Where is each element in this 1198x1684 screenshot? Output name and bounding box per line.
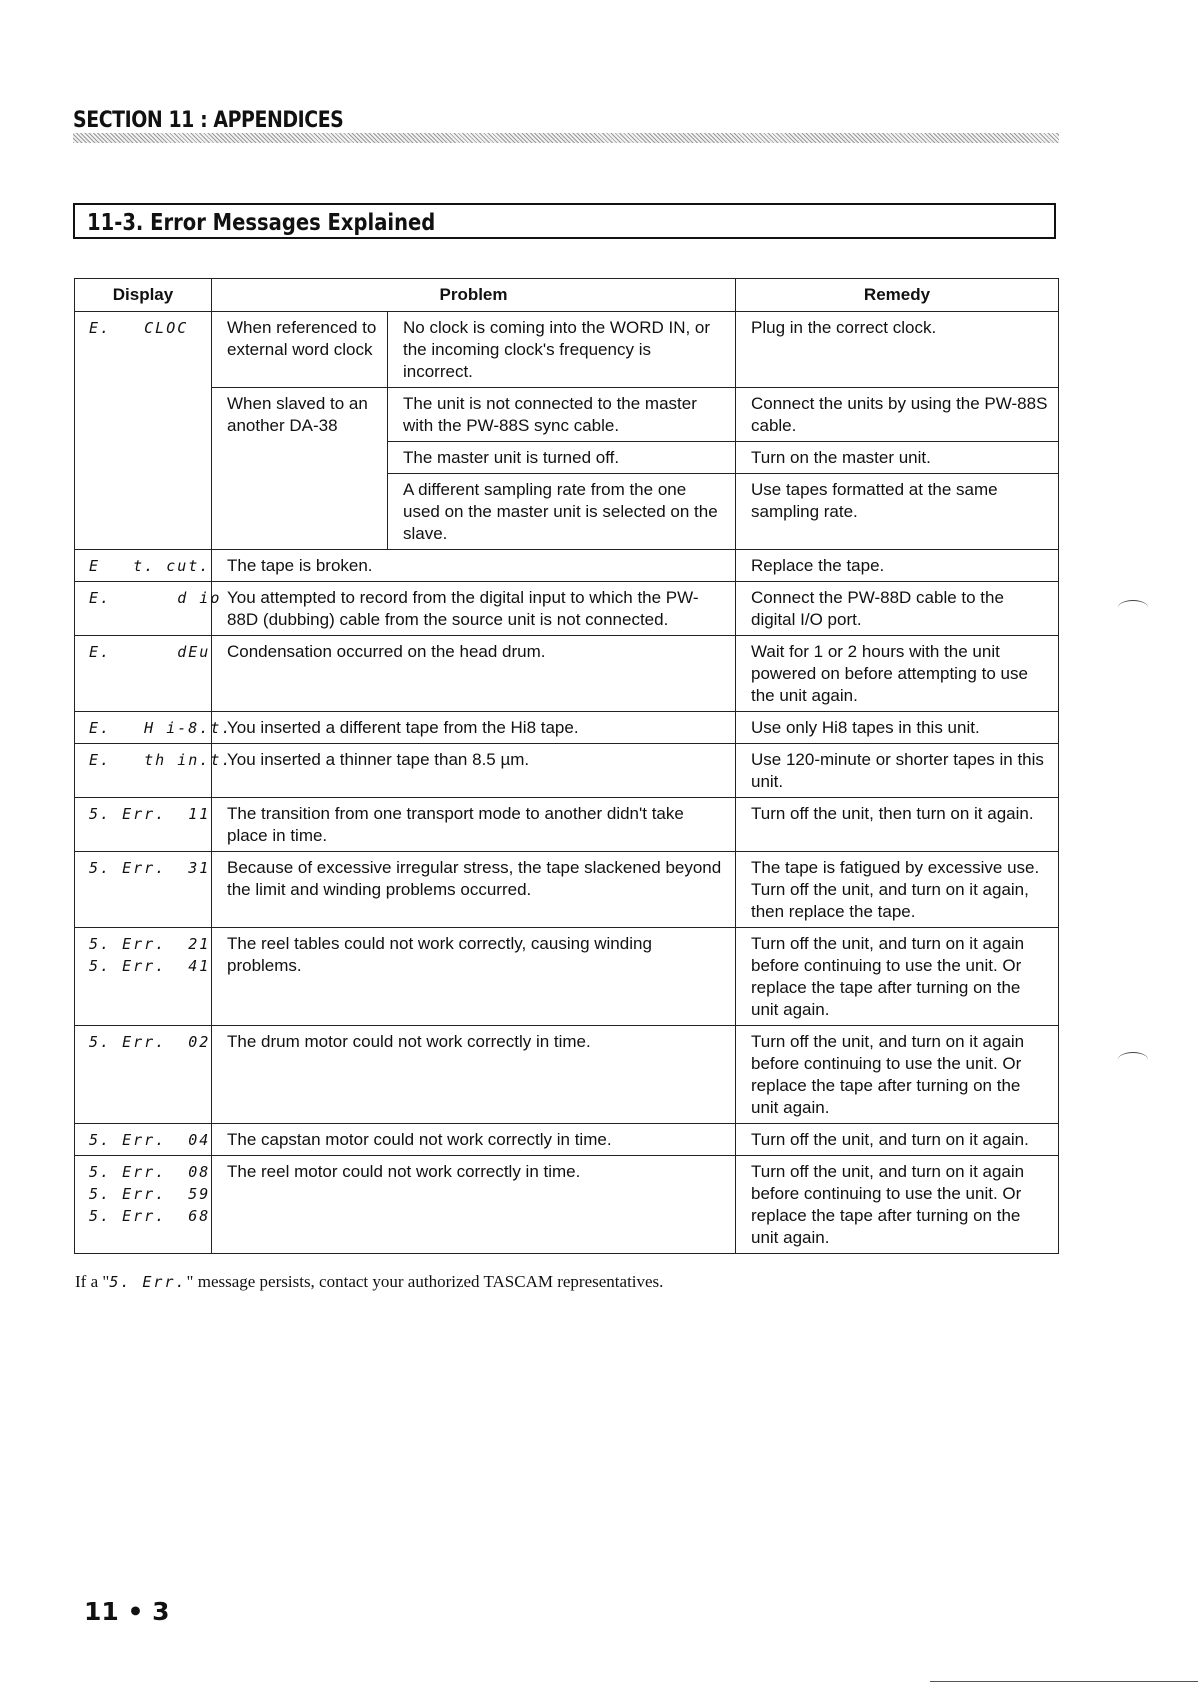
display-code-line: 5. Err. 31 — [89, 859, 211, 877]
footnote-text-after: " message persists, contact your authorized TASCAM representatives. — [186, 1272, 664, 1291]
display-code-line: E. CLOC — [89, 319, 189, 337]
remedy-cell: Connect the PW-88D cable to the digital I/O port. — [736, 582, 1059, 636]
remedy-cell: Turn on the master unit. — [736, 442, 1059, 474]
problem-cell: The reel motor could not work correctly in time. — [212, 1156, 736, 1254]
display-code-line: 5. Err. 08 — [89, 1163, 211, 1181]
header-display: Display — [75, 279, 212, 312]
display-code — [75, 712, 233, 744]
remedy-cell: Plug in the correct clock. — [736, 312, 1059, 388]
table-row — [75, 852, 1059, 928]
binding-mark — [1118, 1052, 1148, 1067]
remedy-cell: Use tapes formatted at the same sampling rate. — [736, 474, 1059, 550]
section-title: SECTION 11 : APPENDICES — [73, 108, 344, 133]
display-code-line: 5. Err. 59 — [89, 1185, 211, 1203]
bottom-rule — [930, 1681, 1198, 1682]
table-row — [75, 1156, 1059, 1254]
remedy-cell: Turn off the unit, and turn on it again before continuing to use the unit. Or replace the tape after turning on the unit again. — [736, 1026, 1059, 1124]
display-code — [75, 312, 212, 550]
problem-cell: The tape is broken. — [212, 550, 736, 582]
remedy-cell: Replace the tape. — [736, 550, 1059, 582]
remedy-cell: Wait for 1 or 2 hours with the unit powered on before attempting to use the unit again. — [736, 636, 1059, 712]
display-code — [75, 550, 212, 582]
display-code-line: E. th in.t. — [89, 751, 233, 769]
display-code-line: 5. Err. 02 — [89, 1033, 211, 1051]
remedy-cell: Turn off the unit, and turn on it again before continuing to use the unit. Or replace the tape after turning on the unit again. — [736, 928, 1059, 1026]
display-code-line: 5. Err. 04 — [89, 1131, 211, 1149]
problem-cell: You attempted to record from the digital input to which the PW-88D (dubbing) cable from the source unit is not connected. — [212, 582, 736, 636]
remedy-cell: Connect the units by using the PW-88S cable. — [736, 388, 1059, 442]
header-problem: Problem — [212, 279, 736, 312]
remedy-cell: Use 120-minute or shorter tapes in this unit. — [736, 744, 1059, 798]
display-code — [75, 1026, 212, 1124]
display-code-line: 5. Err. 11 — [89, 805, 211, 823]
footnote-display-code: 5. Err. — [109, 1273, 187, 1291]
context-cell: When slaved to an another DA-38 — [212, 388, 388, 550]
display-code — [75, 1124, 212, 1156]
display-code — [75, 1156, 212, 1254]
display-code-line: 5. Err. 21 — [89, 935, 211, 953]
display-code — [75, 636, 212, 712]
remedy-cell: Turn off the unit, and turn on it again before continuing to use the unit. Or replace the tape after turning on the unit again. — [736, 1156, 1059, 1254]
problem-cell: No clock is coming into the WORD IN, or the incoming clock's frequency is incorrect. — [388, 312, 736, 388]
footnote — [75, 1272, 663, 1292]
display-code-line: E. d io — [89, 589, 222, 607]
table-row — [75, 388, 1059, 442]
remedy-cell: Turn off the unit, and turn on it again. — [736, 1124, 1059, 1156]
display-code — [75, 744, 233, 798]
table-row — [75, 636, 1059, 712]
table-row — [75, 312, 1059, 388]
display-code-line: E t. cut. — [89, 557, 211, 575]
display-code-line: 5. Err. 68 — [89, 1207, 211, 1225]
table-row — [75, 550, 1059, 582]
display-code — [75, 582, 222, 636]
section-divider — [73, 133, 1059, 143]
display-code-line: E. H i-8.t. — [89, 719, 233, 737]
table-row — [75, 582, 1059, 636]
problem-cell: The capstan motor could not work correctly in time. — [212, 1124, 736, 1156]
display-code — [75, 852, 212, 928]
display-code-line: E. dEu — [89, 643, 211, 661]
table-row — [75, 1026, 1059, 1124]
table-row — [75, 928, 1059, 1026]
footnote-text-before: If a " — [75, 1272, 110, 1291]
problem-cell: The unit is not connected to the master with the PW-88S sync cable. — [388, 388, 736, 442]
table-header-row — [75, 279, 1059, 312]
problem-cell: You inserted a thinner tape than 8.5 µm. — [212, 744, 736, 798]
problem-cell: Condensation occurred on the head drum. — [212, 636, 736, 712]
problem-cell: You inserted a different tape from the Hi8 tape. — [212, 712, 736, 744]
table-row — [75, 744, 1059, 798]
error-table — [74, 278, 1059, 1254]
problem-cell: The reel tables could not work correctly, causing winding problems. — [212, 928, 736, 1026]
context-cell: When referenced to external word clock — [212, 312, 388, 388]
remedy-cell: The tape is fatigued by excessive use. Turn off the unit, and turn on it again, then replace the tape. — [736, 852, 1059, 928]
binding-mark — [1118, 600, 1148, 615]
table-row — [75, 1124, 1059, 1156]
display-code-line: 5. Err. 41 — [89, 957, 211, 975]
remedy-cell: Turn off the unit, then turn on it again. — [736, 798, 1059, 852]
remedy-cell: Use only Hi8 tapes in this unit. — [736, 712, 1059, 744]
problem-cell: The transition from one transport mode to another didn't take place in time. — [212, 798, 736, 852]
page-number: 11 • 3 — [84, 1597, 170, 1626]
page-heading: 11-3. Error Messages Explained — [87, 210, 436, 236]
problem-cell: The master unit is turned off. — [388, 442, 736, 474]
display-code — [75, 798, 212, 852]
table-row — [75, 798, 1059, 852]
problem-cell: The drum motor could not work correctly in time. — [212, 1026, 736, 1124]
display-code — [75, 928, 212, 1026]
table-row — [75, 712, 1059, 744]
problem-cell: A different sampling rate from the one used on the master unit is selected on the slave. — [388, 474, 736, 550]
problem-cell: Because of excessive irregular stress, the tape slackened beyond the limit and winding problems occurred. — [212, 852, 736, 928]
heading-box — [73, 203, 1056, 239]
header-remedy: Remedy — [736, 279, 1059, 312]
